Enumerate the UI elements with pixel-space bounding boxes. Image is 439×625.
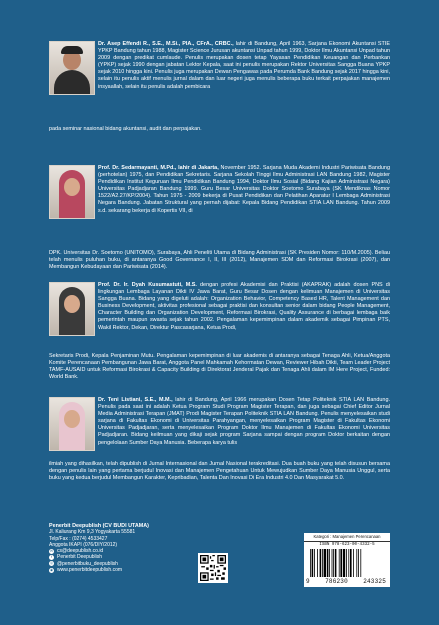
author-bio-text — [98, 165, 390, 215]
barcode-bar — [310, 549, 311, 577]
author-bio-text — [98, 397, 390, 447]
barcode-bar — [327, 549, 329, 577]
barcode-bar — [314, 549, 315, 577]
barcode-digits — [306, 578, 390, 585]
author-name: Prof. Dr. Ir. Dyah Kusumastuti, M.S. — [98, 282, 197, 288]
barcode-bar — [329, 549, 330, 577]
qr-code-icon — [200, 555, 226, 581]
publisher-name: Penerbit Deepublish (CV BUDI UTAMA) — [49, 523, 149, 529]
publisher-website — [49, 567, 179, 573]
author-photo — [49, 41, 95, 95]
book-category: Kategori : Manajemen Perencanaan — [304, 533, 390, 542]
barcode-bar — [353, 549, 354, 577]
globe-icon: ◉ — [49, 567, 54, 572]
publisher-instagram-text: @penerbitbuku_deepublish — [57, 560, 118, 567]
publisher-phone: Telp/Fax : (0274) 4533427 — [49, 535, 108, 542]
barcode-bars — [310, 549, 384, 577]
publisher-email-text: cs@deepublish.co.id — [57, 548, 104, 555]
barcode-bar — [335, 549, 337, 577]
author-name: Dr. Teni Listiani, S.E., M.M., — [98, 397, 173, 403]
author-photo — [49, 397, 95, 451]
publisher-facebook-text: Penerbit Deepublish — [57, 554, 103, 561]
barcode-bar — [346, 549, 347, 577]
barcode-bar — [350, 549, 352, 577]
barcode-bar — [320, 549, 322, 577]
barcode-bar — [340, 549, 342, 577]
barcode-bar — [332, 549, 333, 577]
barcode-digits-right: 243325 — [363, 578, 386, 585]
barcode-bar — [356, 549, 357, 577]
email-icon: ✉ — [50, 548, 53, 553]
author-bio-continuation: ilmiah yang dihasilkan, telah dipublish di Jurnal Internasional dan Jurnal Nasional terakreditasi. Dua buah buku yang telah disusun bersama dengan penulis lain yang pertama berjudul Inovasi dan Manajemen Pengetahuan Untuk Mewujudkan Sumber Daya Manusia Unggul, serta buku yang kedua berjudul Membangun Karakter, Kepribadian, Talenta Dan Inovasi Di Era Industri 4.0 Dan Masyarakat 5.0. — [49, 461, 390, 482]
barcode-bar — [312, 549, 314, 577]
isbn-number: ISBN 978-623-00-4332-5 — [319, 543, 375, 547]
barcode-bar — [333, 549, 334, 577]
qr-code — [198, 553, 228, 583]
barcode-bar — [324, 549, 326, 577]
author-name: Dr. Asep Effendi R., S.E., M.Si., PIA., CFrA., CRBC., — [98, 41, 234, 47]
author-bio-continuation: DPK. Universitas Dr. Soetomo (UNITOMO), Surabaya, Ahli Peneliti Utama di Bidang Administrasi (SK Presiden Nomor: 110/M.2005). Beliau telah menulis puluhan buku, di antaranya Good Governance I, II, III (2012), Manajemen SDM dan Reformasi Birokrasi (2007), dan Membangun Kebudayaan dan Pariwisata (2014). — [49, 250, 390, 271]
author-bio-body: lahir di Bandung, April 1966 merupakan Dosen Tetap Politeknik STIA LAN Bandung. Penulis pada saat ini adalah Ketua Program Studi Program Magister Terapan, dan juga sebagai Chief Editor Jurnal Media Administrasi Terapan (JMAT) Prodi Magister Terapan Politeknik STIA LAN Bandung. Penulis menyelesaikan studi sarjana di Fakultas Ekonomi di Universitas Parahyangan, menyelesaikan Program Magister di Fakultas Ekonomi Universitas Padjadjaran, serta menyelesaikan Program Doktor Ilmu Manajemen di Fakultas Ekonomi Universitas Padjadjaran. Bidang keilmuan yang dikaji sejak program Sarjana sampai dengan program Doktor berkaitan dengan pengelolaan Sumber Daya Manusia. Beberapa karya tulis — [98, 397, 390, 446]
barcode-bar — [360, 549, 361, 577]
publisher-member: Anggota IKAPI (076/DIY/2012) — [49, 541, 118, 548]
barcode-bar — [358, 549, 359, 577]
author-bio-body: November 1952. Sarjana Muda Akademi Industri Pariwisata Bandung (perhotelan) 1975, dan Pendidikan Sekretaris. Sarjana Sekolah Tinggi Ilmu Administrasi LAN Bandung 1982, Magister Pendidikan Institut Keguruan Ilmu Pendidikan Bandung 1994, Doktor Ilmu Sosial (Bidang Kajian Administrasi Negara) Universitas Padjadjaran Bandung 1999. Guru Besar Universitas Doktor Soetomo Surabaya (SK Mendiknas Nomor 1522/A2.27/KP/2004). Tahun 1975 - 2009 bekerja di Pusat Pendidikan dan Pelatihan Aparatur I Lembaga Administrasi Negara Bandung. Jabatan Struktural yang pernah dijabat: Kepala Bidang Pendidikan STIA LAN Bandung. Tahun 2009 s.d. sekarang bekerja di Kopertis VII, di — [98, 165, 390, 214]
barcode-bar — [322, 549, 323, 577]
author-photo — [49, 165, 95, 219]
barcode-bar — [317, 549, 318, 577]
author-bio-text — [98, 41, 390, 91]
author-bio-body: lahir di Bandung, April 1963, Sarjana Ekonomi Akuntansi STIE YPKP Bandung tahun 1988, Magister Science Jurusan akuntansi Unpad tahun 1999, Doktor Ilmu Akuntansi Unpad tahun 2009 dengan predikat cumlaude. Penulis merupakan dosen tetap Yayasan Pendidikan Keuangan dan Perbankan (YPKP) sejak 1990 dengan jabatan Lektor Kepala, saat ini penulis merupakan Rektor Universitas Sangga Buana YPKP sejak 2010 hingga kini. Penulis juga merupakan Dewan Pengawas pada Perumda Bank Bandung sejak 2017 hingga kini, selain itu penulis aktif menulis jurnal dalam dan luar negeri juga menulis beberapa buku terkait perpajakan manajemen insyaallah, selain itu penulis adalah pembicara — [98, 41, 391, 90]
author-photo — [49, 282, 95, 336]
isbn-barcode — [304, 533, 390, 587]
barcode-digit-lead: 9 — [306, 578, 310, 585]
author-bio-continuation: pada seminar nasional bidang akuntansi, audit dan perpajakan. — [49, 126, 202, 132]
author-bio-continuation: Sekretaris Prodi, Kepala Penjaminan Mutu. Pengalaman kepemimpinan di luar akademis di antaranya sebagai Tenaga Ahli, Ketua/Anggota Komite Perencanaan Pembangunan Jawa Barat, Anggota Panel Mahkamah Kehormatan Dewan, Reviewer Hibah Dikti, Team Leader Project TAMF-AUSAID untuk Reformasi Birokrasi & Capacity Building di Direktorat Jenderal Pajak dan Tenaga Ahli dalam IM Here Project, Funded: World Bank. — [49, 353, 390, 381]
publisher-address: Jl. Kaliurang Km 9,3 Yogyakarta 55581 — [49, 529, 136, 536]
barcode-bar — [343, 549, 345, 577]
author-name: Prof. Dr. Sedarmayanti, M.Pd., lahir di Jakarta, — [98, 165, 219, 171]
publisher-website-text: www.penerbitdeepublish.com — [57, 567, 123, 574]
author-bio-body: dengan profesi Akademisi dan Praktisi (AKAPRAK) adalah dosen PNS di lingkungan Lembaga Layanan Dikti IV Jawa Barat, Guru Besar Dosen dengan kelimuan Manajemen di Universitas Sangga Buana. Bidang yang digeluti adalah: Organization Behavior, Competency Based HR, Talent Management dan Business Development, aktivitas profesional sebagai praktisi dan konsultan senior dalam bidang People Management, Character Building dan Organization Development, Reformasi Birokrasi, Quality Assurance di berbagai lembaga baik pemerintah maupun swasta sejak tahun 2002. Pengalaman kepemimpinan dalam akademik sebagai Pimpinan PTS, Wakil Rektor, Dekan, Direktur Pascasarjana, Ketua Prodi, — [98, 282, 390, 331]
facebook-icon: f — [49, 555, 54, 560]
publisher-info — [49, 523, 179, 573]
barcode-bar — [339, 549, 340, 577]
barcode-bar — [348, 549, 349, 577]
barcode-digits-left: 786230 — [325, 578, 348, 585]
author-bio-text — [98, 282, 390, 332]
instagram-icon: ◎ — [49, 561, 54, 566]
